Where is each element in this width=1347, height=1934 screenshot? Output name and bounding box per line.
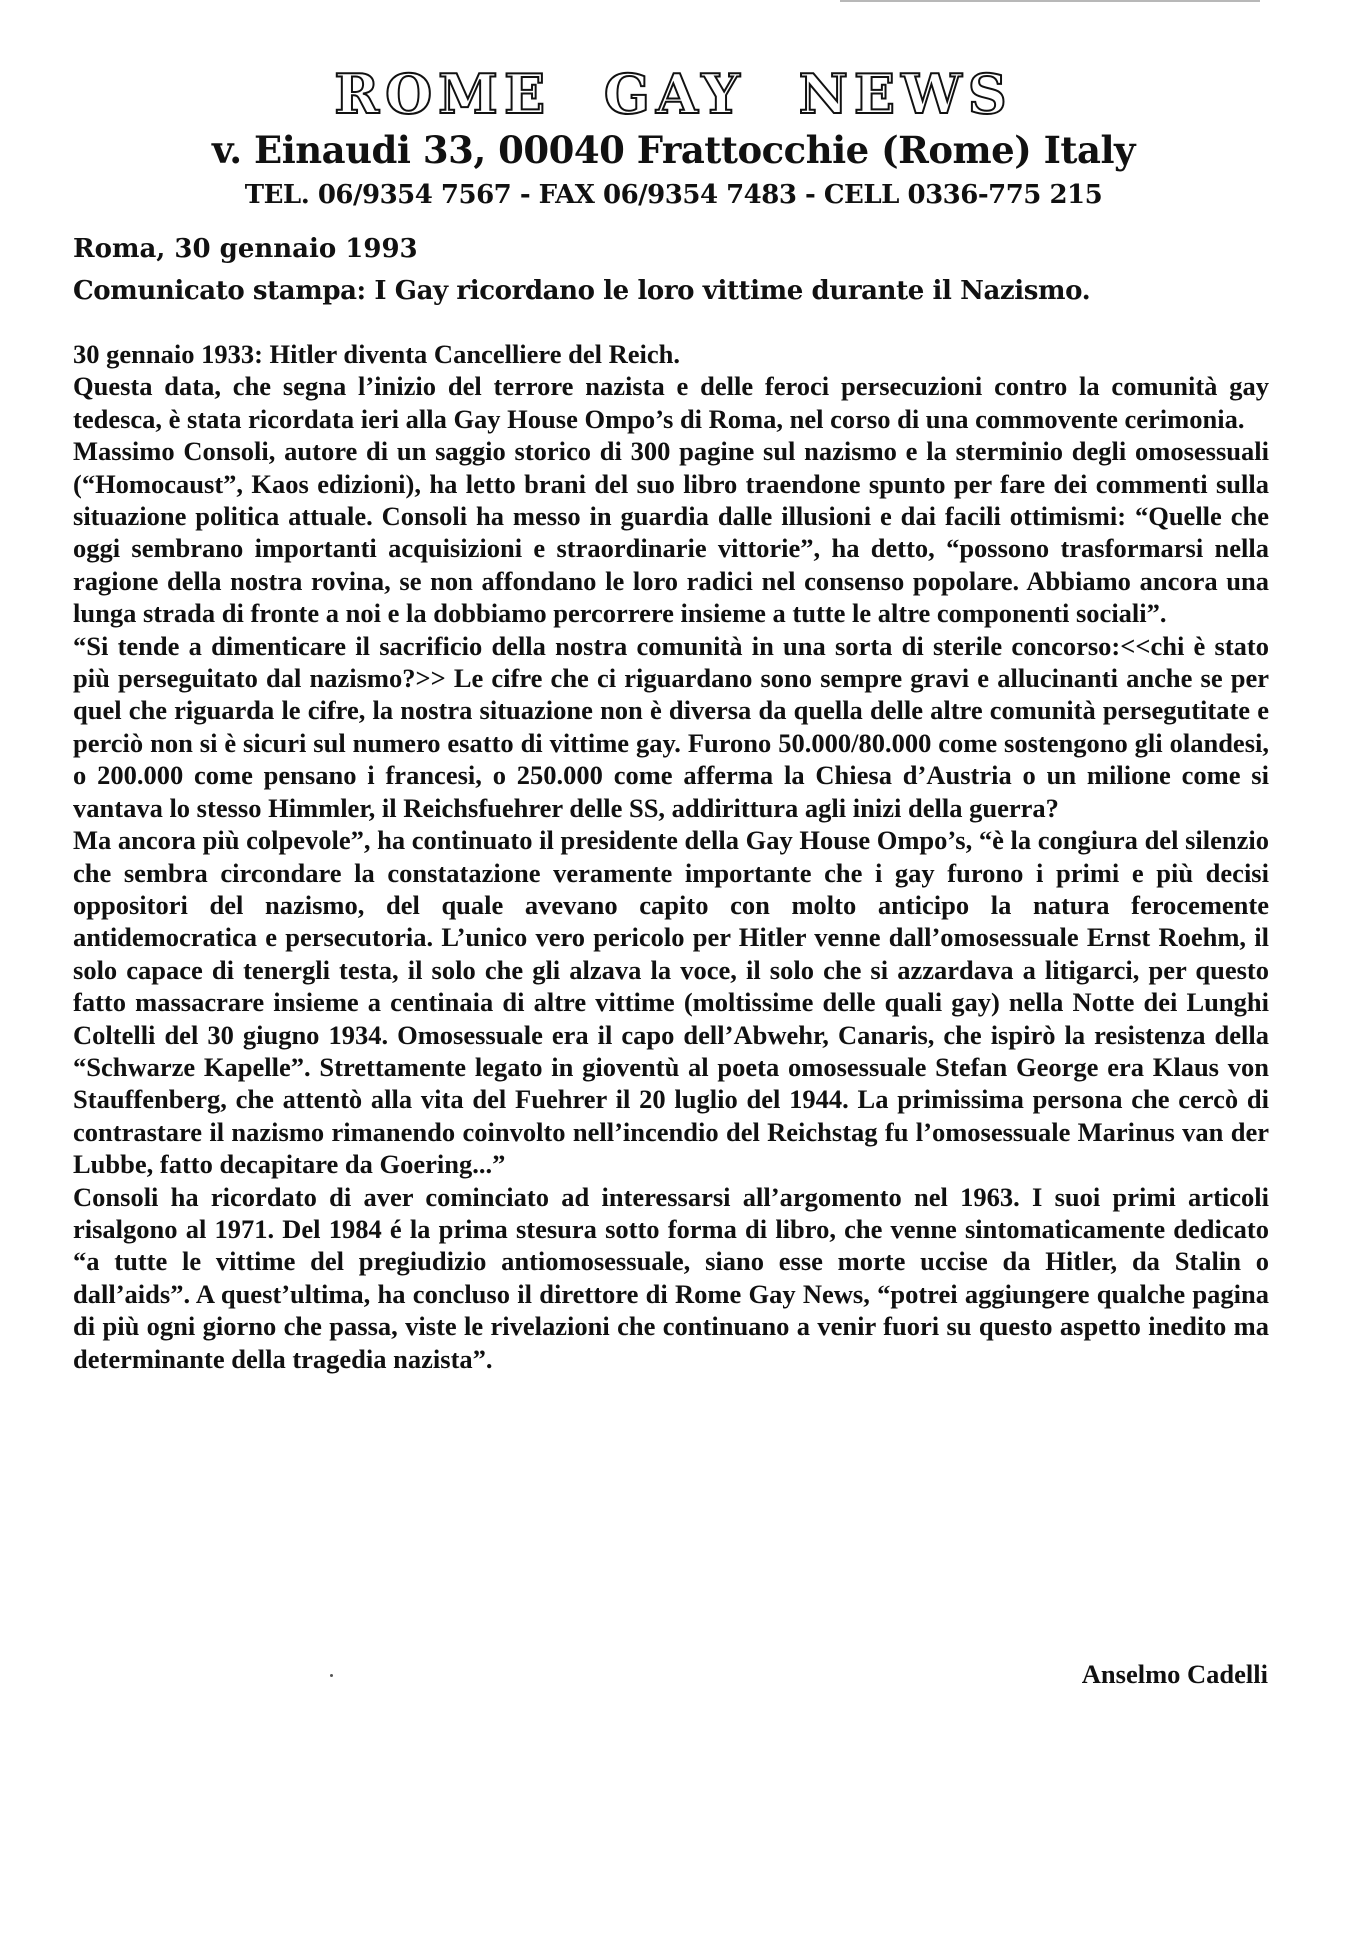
paragraph: “Si tende a dimenticare il sacrificio della nostra comunità in una sorta di sterile concorso:<<chi è stato più perseguitato dal nazismo?>> Le cifre che ci riguardano sono sempre gravi e allucinanti anche se per quel che riguarda le cifre, la nostra situazione non è diversa da quella delle altre comunità persegutitate e perciò non si è sicuri sul numero esatto di vittime gay. Furono 50.000/80.000 come sostengono gli olandesi, o 200.000 come pensano i francesi, o 250.000 come afferma la Chiesa d’Austria o un milione come si vantava lo stesso Himmler, il Reichsfuehrer delle SS, addirittura agli inizi della guerra? <box>73 630 1269 823</box>
paragraph: Consoli ha ricordato di aver cominciato ad interessarsi all’argomento nel 1963. I suoi primi articoli risalgono al 1971. Del 1984 é la prima stesura sotto forma di libro, che venne sintomaticamente dedicato “a tutte le vittime del pregiudizio antiomosessuale, siano esse morte uccise da Hitler, da Stalin o dall’aids”. A quest’ultima, ha concluso il direttore di Rome Gay News, “potrei aggiungere qualche pagina di più ogni giorno che passa, viste le rivelazioni che continuano a venir fuori su questo aspetto inedito ma determinante della tragedia nazista”. <box>73 1181 1269 1374</box>
paragraph: 30 gennaio 1933: Hitler diventa Cancelliere del Reich. <box>73 339 680 369</box>
scan-speck <box>330 1674 333 1677</box>
paragraph: Questa data, che segna l’inizio del terrore nazista e delle feroci persecuzioni contro la comunità gay tedesca, è stata ricordata ieri alla Gay House Ompo’s di Roma, nel corso di una commovente cerimonia. <box>73 371 1269 434</box>
publisher-contacts: TEL. 06/9354 7567 - FAX 06/9354 7483 - CELL 0336-775 215 <box>244 180 1103 210</box>
press-release-subject: Comunicato stampa: I Gay ricordano le loro vittime durante il Nazismo. <box>73 276 1091 306</box>
masthead-title: ROME GAY NEWS <box>334 62 1013 126</box>
masthead <box>0 62 1347 126</box>
paragraph: Massimo Consoli, autore di un saggio storico di 300 pagine sul nazismo e la sterminio degli omosessuali (“Homocaust”, Kaos edizioni), ha letto brani del suo libro traendone spunto per fare dei commenti sulla situazione politica attuale. Consoli ha messo in guardia dalle illusioni e dai facili ottimismi: “Quelle che oggi sembrano importanti acquisizioni e straordinarie vittorie”, ha detto, “possono trasformarsi nella ragione della nostra rovina, se non affondano le loro radici nel consenso popolare. Abbiamo ancora una lunga strada di fronte a noi e la dobbiamo percorrere insieme a tutte le altre componenti sociali”. <box>73 436 1269 629</box>
publisher-address: v. Einaudi 33, 00040 Frattocchie (Rome) Italy <box>211 128 1136 172</box>
article-body <box>73 338 1269 1375</box>
author-signature: Anselmo Cadelli <box>1081 1659 1268 1689</box>
paragraph: Ma ancora più colpevole”, ha continuato il presidente della Gay House Ompo’s, “è la congiura del silenzio che sembra circondare la constatazione veramente importante che i gay furono i primi e più decisi oppositori del nazismo, del quale avevano capito con molto anticipo la natura ferocemente antidemocratica e persecutoria. L’unico vero pericolo per Hitler venne dall’omosessuale Ernst Roehm, il solo capace di tenergli testa, il solo che gli alzava la voce, il solo che si azzardava a litigarci, per questo fatto massacrare insieme a centinaia di altre vittime (moltissime delle quali gay) nella Notte dei Lunghi Coltelli del 30 giugno 1934. Omosessuale era il capo dell’Abwehr, Canaris, che ispirò la resistenza della “Schwarze Kapelle”. Strettamente legato in gioventù al poeta omosessuale Stefan George era Klaus von Stauffenberg, che attentò alla vita del Fuehrer il 20 luglio del 1944. La primissima persona che cercò di contrastare il nazismo rimanendo coinvolto nell’incendio del Reichstag fu l’omosessuale Marinus van der Lubbe, fatto decapitare da Goering...” <box>73 825 1269 1180</box>
scan-edge-line <box>840 0 1260 2</box>
dateline: Roma, 30 gennaio 1993 <box>73 234 418 264</box>
